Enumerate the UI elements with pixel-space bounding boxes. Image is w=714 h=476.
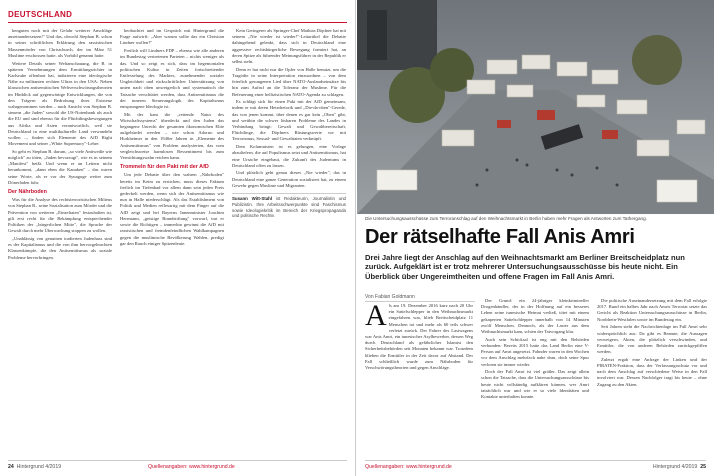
paragraph: Weitere Details seiner Weltanschauung, die B. in späteren Vernehmungen dem Ermittlungsrichter in Karlsruhe offenbart hat, indizieren eine ideologische Nähe zu militanten rechten Ultras in den USA: Neben klassischen antisemitischen Weltverschwörungstheorien im Hinblick auf gegenwärtige Entwicklungen, die von den Trägern als Bedrohung ihrer Existenz wahrgenommen werden – nach Ansicht von Stephan B. steuern „die Juden" sowohl die US-Notenbank als auch die EU und sind ebenso für die Flüchtlingsbewegungen aus Afrika und Asien verantwortlich, weil sie Deutschland in eine multikulturelle Land verwandeln wollen –, finden sich Elemente des AfD Right Movement und seiner „White Supremacy"-Lehre. — [8, 60, 112, 147]
right-column-1 — [365, 303, 473, 465]
paragraph: kenguten noch mit der Gefahr weiterer Anschläge auseinandersetzen!" Und das, obwohl Stephan B. schon in seiner schriftlichen Erklärung den rassistischen Massenmörder von Christchurch, der im März 51 Muslime erschossen hatte, als Vorbild genannt hatte. — [8, 28, 112, 58]
author-box — [232, 193, 346, 219]
paragraph: Kein Geringerer als Springer-Chef Mathias Döpfner hat mit seinem „Nie wieder ist wieder!"-Leitartikel die Debatte dahingehend gelenkt, dass sich in Deutschland eine aggressive rechtsbürgerliche Bewegung formiert hat, an deren Spitze als führender Meinungsführer in der Republik er selbst steht. — [232, 28, 346, 65]
left-column-1 — [8, 28, 112, 448]
article-deck: Drei Jahre liegt der Anschlag auf den Weihnachtsmarkt am Berliner Breitscheidplatz nun zurück. Aufgeklärt ist er trotz mehrerer Untersuchungsausschüsse bis heute nicht. Ein Überblick über Ungereimtheiten und offene Fragen im Fall Anis Amri. — [365, 253, 685, 281]
paragraph: beobachtet und im Gespräch mit Hintergrund die Frage aufwirft: „Aber warum sollte das ein Christian Lindner wollen?" — [120, 28, 224, 46]
section-rule — [8, 22, 347, 23]
source-link[interactable]: Quellenangaben: www.hintergrund.de — [148, 464, 235, 470]
paragraph: Was für die Analyse des rechtsterroristischen Milieus von Stephan B., seine Sozialisation zum Mörder und die Prävention von weiteren „Einzeltaten" festzuhalten ist, gilt erst recht für die Bekämpfung entsprechender Politiken der „bürgerlichen Mitte", die Sprache der Gewalt durch mehr Überwachung stoppen zu wollen. — [8, 197, 112, 234]
paragraph: Mit der kam die „rettende Natur des Wirtschaftssystems" überdeckt und den Juden das begangene Unrecht der gesamten ökonomischen Elite aufgebürdet werden – wie schon Adorno und Horkheimer in den 1940er Jahren in „Elemente des Antisemitismus" von Problem analysierten, das vom vergleichsweise harmlosen Ressentiment bis zum Vernichtungswahn reichen kann. — [120, 111, 224, 161]
author-bio: ist Redakteurin, Journalistin und Publizistin. Ihre Arbeitsschwerpunkte sind Faschismus sowie Ideologiekritik im Bereich der Kriegspropaganda und politische Rechte. — [232, 196, 346, 219]
paragraph: Die politische Auseinandersetzung mit dem Fall erfolgte 2017. Rund ein halbes Jahr nach Amris Terrortat setzte das Gericht als Reaktion Untersuchungsausschüsse in Berlin, Nordrhein-Westfalen sowie im Bundestag ein. — [597, 298, 707, 322]
right-column-2 — [481, 298, 589, 465]
aerial-photo-image — [357, 0, 714, 214]
right-footer — [365, 460, 706, 470]
paragraph: Auch sein Schicksal ist eng mit den Behörden verbunden: Bereits 2015 hatte das Land Berlin eine V-Person auf Amri angesetzt. Fahnder waren in den Wochen vor dem Anschlag mehrfach nahe dran, doch seine Spur verloren sie immer wieder. — [481, 336, 589, 367]
left-column-3 — [232, 28, 346, 448]
left-footer — [8, 460, 347, 470]
right-page — [357, 0, 714, 476]
paragraph: So geht es Stephan B. darum, „so viele Antiweiße wie möglich" zu töten, „Juden bevorzugt", wie es in seinem „Manifest" heißt. Und wenn er an Leitern nicht herankommt, „dann eben die Kanaken" – das waren seine Worte, als er vor der Synagoge weiter zum Dönerladen fuhr. — [8, 148, 112, 185]
article-headline: Der rätselhafte Fall Anis Amri — [365, 226, 635, 248]
paragraph: Freilich will Lindners FDP – ebenso wie alle anderen im Bundestag vertretenen Parteien – nichts weniger als das. Und so zeigt es sich, dass im hegemonialen politischen Kultur in Zeiten fortschreitender Entfesselung des Marktes, zunehmender sozialer Ungleichheit und rückschrittlicher Unterstützung von unten nach oben unweigerlich und systematisch die Tatsache verschüttet werden, dass Antisemitismus die der inneren Steuerungslogik des Kapitalismus entsprungene Ideologie ist. — [120, 48, 224, 109]
subheading: Der Nährboden — [8, 189, 47, 196]
christmas-market-photo — [357, 0, 714, 214]
left-column-2 — [120, 28, 224, 448]
page-number: 24 — [8, 464, 14, 470]
subheading: Trommeln für den Pakt mit der AfD — [120, 164, 209, 171]
paragraph: Denn er hat nicht nur die Opfer von Halle benutzt, um die Tragödie in seine Interpretation einzuordnen – von dem feierlich gesungenen Lied über NATO-Auslandseinsätze bis hin zum Aufruf an die Toleranz der Muslime. Für die Befeuerung einer bellizistischen NATO-Agenda zu schlagen. — [232, 66, 346, 97]
byline: Von Fabian Goldmann — [365, 294, 475, 302]
paragraph: Zuletzt ergab eine Anfrage der Linken und der PIRATEN-Fraktion, dass der Verfassungsschutz vor und nach dem Anschlag auf verschiedene Weise in den Fall involviert war. Dessen Nachfolger tragt bis heute – ohne Zugang zu den Akten. — [597, 356, 707, 387]
source-link[interactable]: Quellenangaben: www.hintergrund.de — [365, 464, 452, 470]
paragraph: Dem Kolumnisten ist es gelungen, eine Vorlage abzuliefern, die auf Populismus setzt und Antisemitismus, hat eine Ursache eingebaut, die Zukunft des Judentums in Deutschland offen zu lassen. — [232, 144, 346, 168]
paragraph: Seit Jahren sieht die Nachrichtenlage im Fall Amri sehr widersprüchlich aus: Da gibt es Beamte, die Aussagen verweigern, Akten, die plötzlich verschwinden, und Ermittler, die von anderen Behörden zurückgepfiffen werden. — [597, 324, 707, 355]
right-column-3 — [597, 298, 707, 465]
drop-cap: A — [365, 303, 387, 332]
paragraph: „Unablässig von genuinen tradierten Judenhass sind es der Kapitalismus und die von ihm hervorgebrachten Klassenkämpfe, die den Antisemitismus als soziale Probleme hervorbringen. — [8, 236, 112, 260]
paragraph: Der Grund: ein 24-jähriger kleinkrimineller Drogenhändler, der in der Hoffnung auf ein besseres Leben seine tunesische Heimat verließ, tötet mit einem gekaperten Sattelschlepper innerhalb von 14 Minuten zwölf Menschen. Dennoch, als der Laster aus dem Weihnachtsmarkt kam, schien der Tatvorgang klar. — [481, 298, 589, 335]
author-name: Susann Witt-Stahl — [232, 196, 273, 202]
issue-label: Hintergrund 4/2019 — [652, 464, 698, 470]
paragraph: Um jede Debatte über den wahren „Nährboden" bereits im Keim zu ersticken, muss dieses Faktum freilich im Tiefenbad vor allem dann sein jeden Preis gedeckelt werden, wenn sich der Antisemitismus wie nun in Halle niederschlägt. Als das Establishment von Politik und Medien reflexartig mit dem Finger auf die AfD zeigt und bei Bayerns Innenminister Joachim Herrmann, „geistige Brandstiftung" vorwarf, trat er sowie die Richtigen – immerhin gewinnt die AfD mit rassistischen und fremdenfeindlichen Wahlkampagnen gegen die muslimische Bevölkerung Wahlen, predigt gar den Rauch einiger Spitzenleute. — [120, 172, 224, 246]
paragraph: Doch der Fall Amri ist viel größer. Das zeigt allein schon die Tatsache, dass die Untersuchungsausschüsse bis heute nicht vollständig aufklären können, wer Amri tatsächlich war und wie er so viele Identitäten und Kontakte unterhalten konnte. — [481, 369, 589, 400]
photo-caption: Die Untersuchungsausschüsse zum Terroranschlag auf den Weihnachtsmarkt in Berlin haben mehr Fragen als Antworten zum Tathergang. — [365, 216, 647, 221]
section-tag: DEUTSCHLAND — [8, 10, 73, 19]
paragraph: Und plötzlich geht genau dieses „Nie wieder", das in Deutschland eine ganze Generation sozialisiert hat, zu einem Gewehr gegen Muslime und Migranten. — [232, 170, 346, 188]
paragraph: Es schlägt sich für einen Pakt mit der AfD gemeinsam, indem er mit deren Hetzrhetorik und „Die-da-oben"-Gerede, das von jenen kommt, über denen es gar kein „Oben" gibt, und weithin die schwer lösbaren Probleme des Landes in Verbindung bringt: Gewalt und Gewaltbereitschaft, Flüchtlinge, die Döpfners Rüstungswerte vor mit Terrorismus, Sexual- und Gewalttaten verknüpft. — [232, 99, 346, 142]
page-number: 25 — [700, 464, 706, 470]
paragraph: ls am 19. Dezember 2016 kurz nach 20 Uhr ein Sattelschlepper in den Weihnachtsmarkt eingefahren war, blieb Breitscheidplatz 11 Menschen tot und mehr als 60 teils schwer verletzt zurück. Der Fahrer des Lastwagens war Anis Amri, ein tunesischer Asylbewerber, dessen Weg durch Deutschland als gefährlicher Islamist den Sicherheitsbehörden seit Monaten bekannt war. Trotzdem blieben die Ermittler in der Zeit davor auf Abstand. Der Fall schließlich wurde zum Nährboden für Verschwörungstheorien und gegen Anschläge. — [365, 303, 473, 371]
issue-label: Hintergrund 4/2019 — [16, 464, 62, 470]
left-page — [0, 0, 356, 476]
